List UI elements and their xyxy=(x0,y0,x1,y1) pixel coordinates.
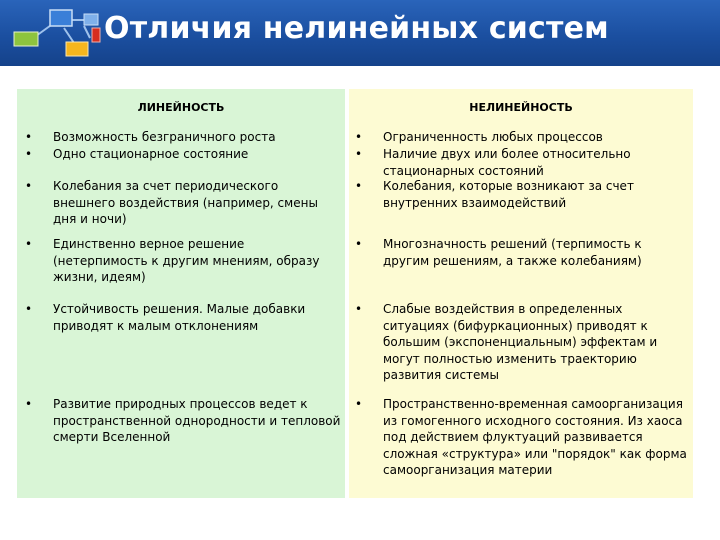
list-item: Наличие двух или более относительно стационарных состояний xyxy=(383,147,631,178)
bullet: • xyxy=(355,302,363,316)
list-item: Слабые воздействия в определенных ситуациях (бифуркационных) приводят к большим (экспоненциальным) эффектам и могут полностью изменить траекторию развития системы xyxy=(383,302,658,383)
nonlinearity-column-header: НЕЛИНЕЙНОСТЬ xyxy=(469,101,573,114)
list-item: Одно стационарное состояние xyxy=(53,147,249,161)
bullet: • xyxy=(355,147,363,161)
bullet: • xyxy=(355,130,363,144)
bullet: • xyxy=(25,237,33,251)
network-diagram-icon xyxy=(10,6,106,60)
list-item: Единственно верное решение (нетерпимость к другим мнениям, образу жизни, идеям) xyxy=(53,237,320,285)
bullet: • xyxy=(25,302,33,316)
bullet: • xyxy=(25,130,33,144)
bullet: • xyxy=(355,397,363,411)
list-item: Ограниченность любых процессов xyxy=(383,130,603,144)
list-item: Колебания, которые возникают за счет внутренних взаимодействий xyxy=(383,179,634,210)
slide-header xyxy=(0,0,720,66)
bullet: • xyxy=(25,397,33,411)
list-item: Пространственно-временная самоорганизация из гомогенного исходного состояния. Из хаоса под действием флуктуаций развивается сложная «структура» или "порядок" как форма самоорганизация материи xyxy=(383,397,687,478)
list-item: Многозначность решений (терпимость к другим решениям, а также колебаниям) xyxy=(383,237,642,268)
list-item: Устойчивость решения. Малые добавки приводят к малым отклонениям xyxy=(53,302,306,333)
bullet: • xyxy=(355,179,363,193)
list-item: Колебания за счет периодического внешнего воздействия (например, смены дня и ночи) xyxy=(53,179,318,227)
list-item: Развитие природных процессов ведет к пространственной однородности и тепловой смерти Вселенной xyxy=(53,397,341,445)
page-title: Отличия нелинейных систем xyxy=(104,11,609,46)
bullet: • xyxy=(355,237,363,251)
bullet: • xyxy=(25,179,33,193)
linearity-column-header: ЛИНЕЙНОСТЬ xyxy=(137,101,225,114)
bullet: • xyxy=(25,147,33,161)
list-item: Возможность безграничного роста xyxy=(53,130,276,144)
